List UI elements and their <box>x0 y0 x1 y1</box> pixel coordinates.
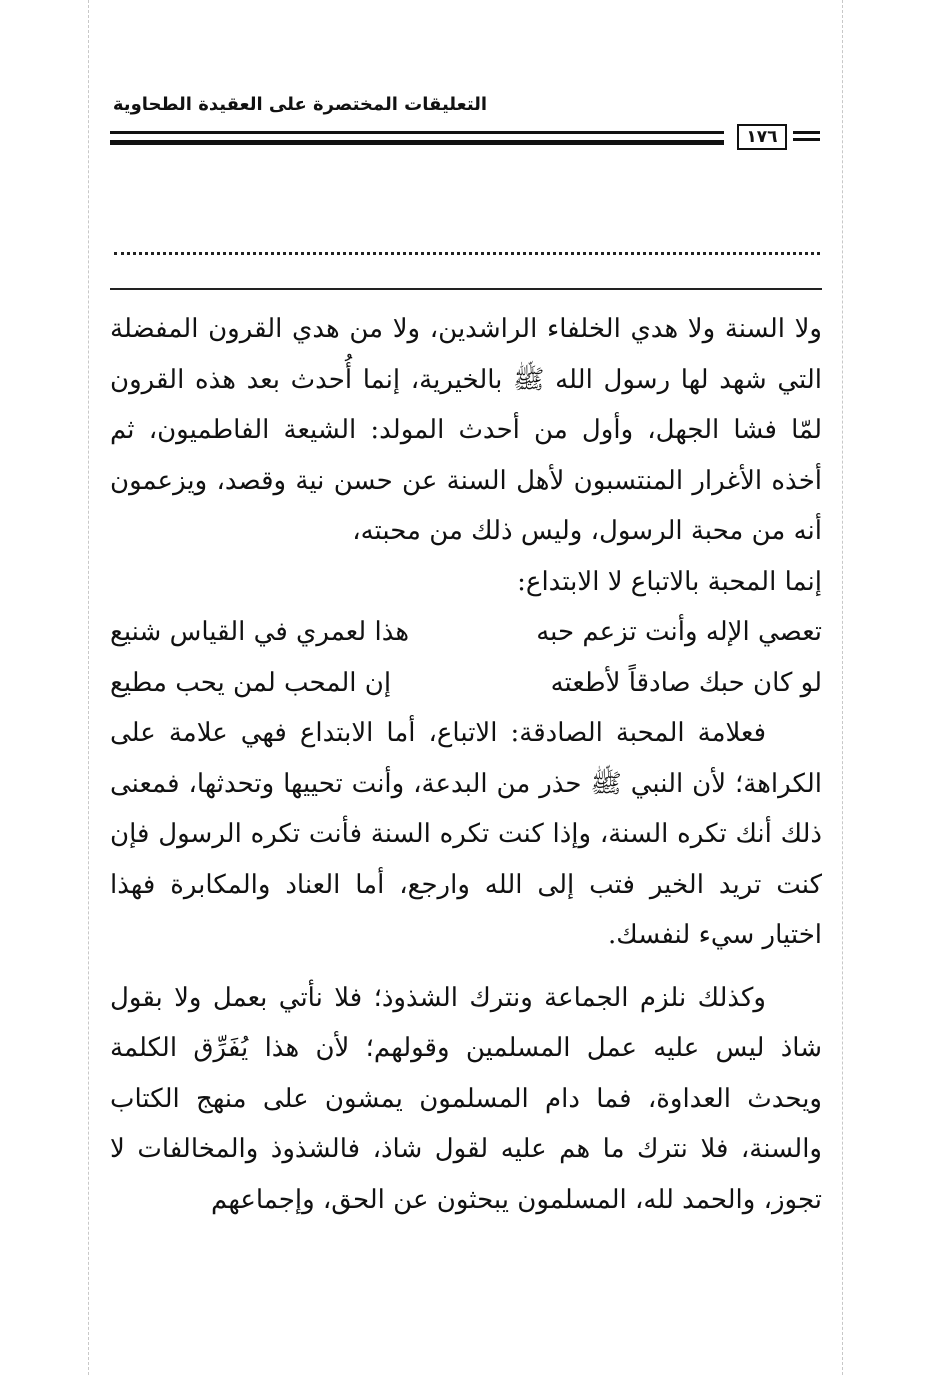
header-rule-top <box>110 131 724 134</box>
scan-guide-line <box>842 0 843 1375</box>
paragraph-love-following: إنما المحبة بالاتباع لا الابتداع: <box>517 566 822 597</box>
main-text <box>110 304 822 1225</box>
dotted-separator <box>114 252 820 255</box>
running-header-title: التعليقات المختصرة على العقيدة الطحاوية <box>112 94 488 115</box>
paragraph-mawlid: ولا السنة ولا هدي الخلفاء الراشدين، ولا من هدي القرون المفضلة التي شهد لها رسول الله ﷺ بالخيرية، إنما أُحدث بعد هذه القرون لمّا فشا الجهل، وأول من أحدث المولد: الشيعة الفاطميون، ثم أخذه الأغرار المنتسبون لأهل السنة عن حسن نية وقصد، ويزعمون أنه من محبة الرسول، وليس ذلك من محبته، <box>110 314 822 546</box>
scan-guide-line <box>88 0 89 1375</box>
verse-first-hemistich: تعصي الإله وأنت تزعم حبه <box>536 617 822 647</box>
header-rule-bottom <box>110 140 724 145</box>
page-number-ornament <box>793 138 820 141</box>
verse-first-hemistich: لو كان حبك صادقاً لأطعته <box>550 667 822 698</box>
verse-second-hemistich: إن المحب لمن يحب مطيع <box>110 667 392 698</box>
paragraph-jamaah: وكذلك نلزم الجماعة ونترك الشذوذ؛ فلا نأتي بعمل ولا بقول شاذ ليس عليه عمل المسلمين وقولهم؛ لأن هذا يُفَرِّق الكلمة ويحدث العداوة، فما دام المسلمون يمشون على منهج الكتاب والسنة، فلا نترك ما هم عليه لقول شاذ، فالشذوذ والمخالفات لا تجوز، والحمد لله، المسلمون يبحثون عن الحق، وإجماعهم <box>110 982 822 1215</box>
page-number-ornament <box>793 131 820 134</box>
verse-second-hemistich: هذا لعمري في القياس شنيع <box>110 617 410 647</box>
poem-verse <box>110 607 822 658</box>
paragraph-sign-of-love: فعلامة المحبة الصادقة: الاتباع، أما الابتداع فهي علامة على الكراهة؛ لأن النبي ﷺ حذر من البدعة، وأنت تحييها وتحدثها، فمعنى ذلك أنك تكره السنة، وإذا كنت تكره السنة فأنت تكره الرسول فإن كنت تريد الخير فتب إلى الله وارجع، أما العناد والمكابرة فهذا اختيار سيء لنفسك. <box>110 718 822 950</box>
footnote-separator-rule <box>110 288 822 290</box>
page-number: ١٧٦ <box>737 124 787 150</box>
poem-verse <box>110 658 822 709</box>
